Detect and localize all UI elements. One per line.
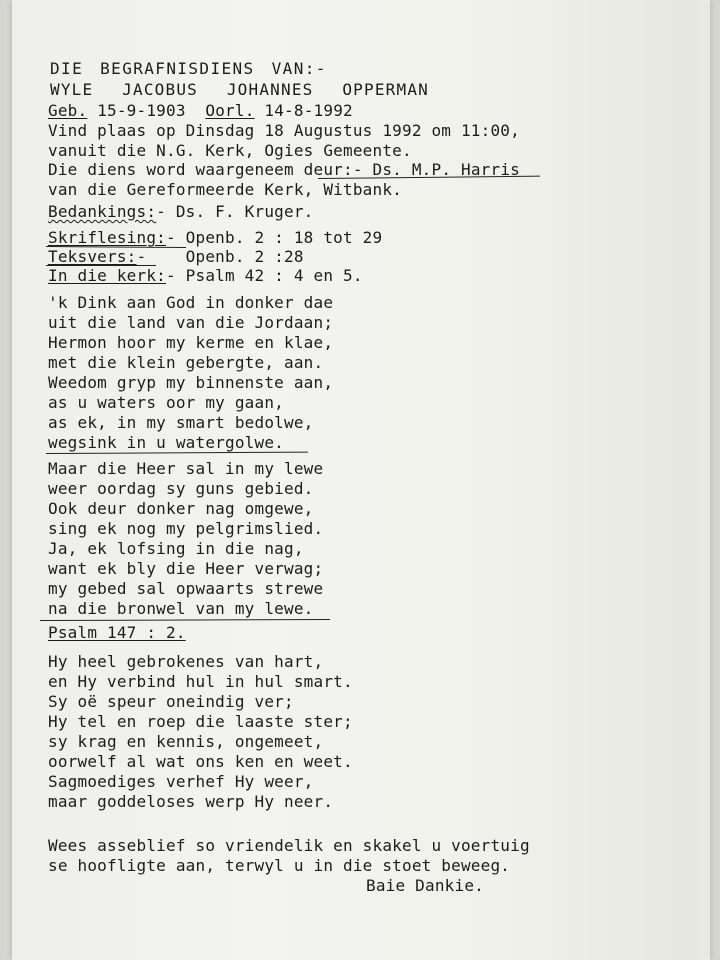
psalm147-line-7: Sagmoediges verhef Hy weer, (48, 772, 314, 791)
closing-thanks: Baie Dankie. (366, 876, 484, 895)
service-venue-line: vanuit die N.G. Kerk, Ogies Gemeente. (48, 141, 412, 160)
psalm42-verse1-line-2: uit die land van die Jordaan; (48, 313, 334, 332)
died-date: 14-8-1992 (264, 101, 353, 120)
closing-request-line-1: Wees asseblief so vriendelik en skakel u voertuig (48, 836, 530, 855)
psalm42-verse2-line-2: weer oordag sy guns gebied. (48, 479, 314, 498)
bedankings-label: Bedankings: (48, 202, 157, 221)
skriflesing-label: Skriflesing: (48, 228, 166, 247)
psalm147-line-2: en Hy verbind hul in hul smart. (48, 672, 353, 691)
psalm42-verse2-line-3: Ook deur donker nag omgewe, (48, 499, 314, 518)
psalm147-line-4: Hy tel en roep die laaste ster; (48, 712, 353, 731)
in-die-kerk-label: In die kerk: (48, 266, 166, 285)
closing-request-line-2: se hoofligte aan, terwyl u in die stoet beweeg. (48, 856, 511, 875)
psalm42-verse1-line-1: 'k Dink aan God in donker dae (48, 293, 334, 312)
psalm147-line-3: Sy oë speur oneindig ver; (48, 692, 294, 711)
bedankings-value: - Ds. F. Kruger. (156, 202, 314, 221)
psalm42-verse1-line-5: Weedom gryp my binnenste aan, (48, 373, 334, 392)
bedankings-line (48, 202, 314, 221)
died-label: Oorl. (205, 101, 255, 120)
psalm147-line-8: maar goddeloses werp Hy neer. (48, 792, 334, 811)
psalm147-line-1: Hy heel gebrokenes van hart, (48, 652, 324, 671)
psalm147-line-6: oorwelf al wat ons ken en weet. (48, 752, 353, 771)
deceased-name: WYLE JACOBUS JOHANNES OPPERMAN (50, 80, 429, 99)
psalm42-verse1-line-8: wegsink in u watergolwe. (48, 433, 284, 452)
officiant-prefix: Die diens word waargeneem deur:- (48, 160, 363, 179)
officiant-name: Ds. M.P. Harris (372, 160, 520, 179)
born-date: 15-9-1903 (97, 101, 186, 120)
psalm42-verse2-line-1: Maar die Heer sal in my lewe (48, 459, 324, 478)
psalm147-label: Psalm 147 : 2. (48, 623, 186, 642)
psalm147-line-5: sy krag en kennis, ongemeet, (48, 732, 324, 751)
psalm42-verse2-line-6: want ek bly die Heer verwag; (48, 559, 324, 578)
born-label: Geb. (48, 101, 88, 120)
teksvers-line (48, 247, 304, 266)
psalm42-verse2-line-4: sing ek nog my pelgrimslied. (48, 519, 324, 538)
psalm42-verse1-line-3: Hermon hoor my kerme en klae, (48, 333, 334, 352)
psalm42-verse2-line-5: Ja, ek lofsing in die nag, (48, 539, 304, 558)
dates-line (48, 101, 353, 120)
paper-edge (698, 0, 710, 960)
service-time-line: Vind plaas op Dinsdag 18 Augustus 1992 om 11:00, (48, 121, 520, 140)
psalm42-verse2-line-8: na die bronwel van my lewe. (48, 599, 314, 618)
officiant-church-line: van die Gereformeerde Kerk, Witbank. (48, 180, 402, 199)
skriflesing-line (48, 228, 382, 247)
psalm147-heading (48, 623, 186, 642)
psalm42-verse2-line-7: my gebed sal opwaarts strewe (48, 579, 324, 598)
teksvers-value: - Openb. 2 :28 (136, 247, 304, 266)
psalm42-verse1-line-6: as u waters oor my gaan, (48, 393, 284, 412)
in-die-kerk-value: - Psalm 42 : 4 en 5. (166, 266, 363, 285)
teksvers-label: Teksvers: (48, 247, 137, 266)
psalm42-verse1-line-4: met die klein gebergte, aan. (48, 353, 324, 372)
notice-heading: DIE BEGRAFNISDIENS VAN:- (50, 59, 327, 78)
in-die-kerk-line (48, 266, 363, 285)
skriflesing-value: - Openb. 2 : 18 tot 29 (166, 228, 383, 247)
psalm42-verse1-line-7: as ek, in my smart bedolwe, (48, 413, 314, 432)
